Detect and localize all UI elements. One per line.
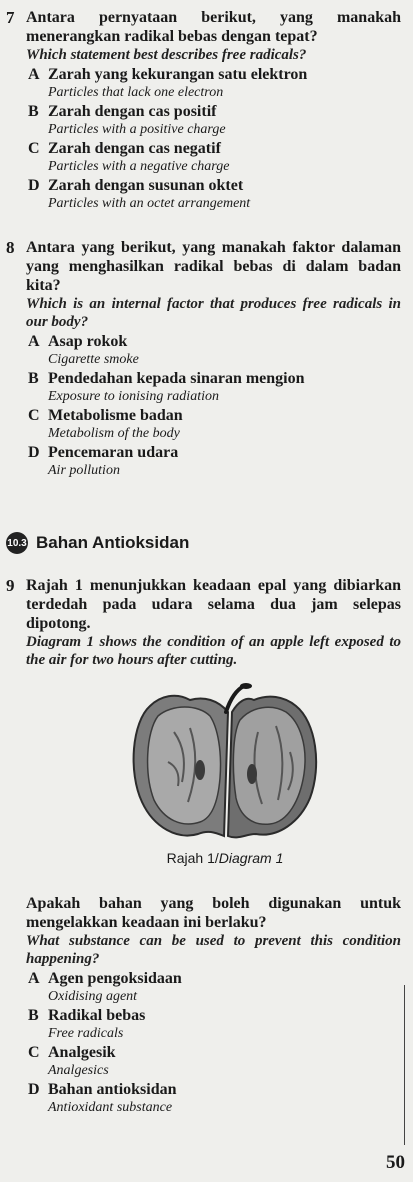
caption-ms: Rajah 1: [166, 850, 215, 866]
question-stem-en: Which is an internal factor that produces free radicals in our body?: [26, 296, 401, 330]
option-text-ms: Pencemaran udara: [48, 444, 179, 461]
option-letter: C: [28, 407, 40, 424]
apple-diagram: [128, 682, 348, 842]
section-heading: [6, 531, 189, 555]
option-text-en: Particles that lack one electron: [48, 85, 224, 100]
option-text-ms: Analgesik: [48, 1044, 116, 1061]
question-9-intro: [6, 576, 401, 669]
margin-rule: [404, 985, 405, 1145]
option-letter: D: [28, 444, 40, 461]
question-stem-en: What substance can be used to prevent this condition happening?: [26, 933, 401, 967]
diagram-caption: Rajah 1/Diagram 1: [166, 850, 284, 866]
option-d[interactable]: [28, 444, 401, 479]
section-number-badge: 10.3: [6, 532, 28, 554]
question-stem-ms: Antara yang berikut, yang manakah faktor dalaman yang menghasilkan radikal bebas di dalam badan kita?: [26, 239, 401, 294]
option-text-ms: Bahan antioksidan: [48, 1081, 177, 1098]
option-text-en: Particles with an octet arrangement: [48, 196, 251, 211]
question-stem-ms: Apakah bahan yang boleh digunakan untuk mengelakkan keadaan ini berlaku?: [26, 895, 401, 931]
option-text-ms: Metabolisme badan: [48, 407, 183, 424]
section-title: Bahan Antioksidan: [36, 533, 190, 552]
option-letter: A: [28, 66, 40, 83]
option-text-en: Particles with a positive charge: [48, 122, 226, 137]
option-c[interactable]: [28, 140, 401, 175]
question-stem-ms: Antara pernyataan berikut, yang manakah menerangkan radikal bebas dengan tepat?: [26, 9, 401, 45]
option-letter: B: [28, 1007, 39, 1024]
option-b[interactable]: [28, 370, 401, 405]
option-text-ms: Radikal bebas: [48, 1007, 146, 1024]
question-number: 9: [6, 576, 15, 595]
option-d[interactable]: [28, 177, 401, 212]
option-letter: A: [28, 333, 40, 350]
caption-en: Diagram 1: [218, 850, 284, 866]
option-text-en: Air pollution: [48, 463, 120, 478]
question-9: [6, 894, 401, 1116]
option-text-en: Free radicals: [48, 1026, 124, 1041]
question-number: 7: [6, 8, 15, 27]
option-text-en: Exposure to ionising radiation: [48, 389, 219, 404]
option-text-en: Oxidising agent: [48, 989, 138, 1004]
option-letter: D: [28, 1081, 40, 1098]
apple-illustration: [128, 682, 348, 842]
option-a[interactable]: [28, 970, 401, 1005]
option-b[interactable]: [28, 103, 401, 138]
option-a[interactable]: [28, 333, 401, 368]
option-text-en: Antioxidant substance: [48, 1100, 173, 1115]
option-letter: C: [28, 1044, 40, 1061]
option-text-en: Cigarette smoke: [48, 352, 139, 367]
option-a[interactable]: [28, 66, 401, 101]
option-text-en: Particles with a negative charge: [48, 159, 230, 174]
option-letter: D: [28, 177, 40, 194]
option-b[interactable]: [28, 1007, 401, 1042]
option-letter: C: [28, 140, 40, 157]
question-intro-ms: Rajah 1 menunjukkan keadaan epal yang dibiarkan terdedah pada udara selama dua jam selepas dipotong.: [26, 577, 401, 632]
option-text-ms: Asap rokok: [48, 333, 128, 350]
question-intro-en: Diagram 1 shows the condition of an apple left exposed to the air for two hours after cutting.: [26, 634, 401, 668]
question-number: 8: [6, 238, 15, 257]
option-text-en: Metabolism of the body: [48, 426, 180, 441]
option-letter: B: [28, 103, 39, 120]
option-text-ms: Pendedahan kepada sinaran mengion: [48, 370, 305, 387]
option-text-ms: Zarah yang kekurangan satu elektron: [48, 66, 308, 83]
option-letter: B: [28, 370, 39, 387]
question-8: [6, 238, 401, 479]
option-c[interactable]: [28, 407, 401, 442]
option-text-en: Analgesics: [48, 1063, 109, 1078]
page-number: 50: [386, 1152, 405, 1173]
option-text-ms: Zarah dengan cas negatif: [48, 140, 221, 157]
option-text-ms: Agen pengoksidaan: [48, 970, 182, 987]
option-letter: A: [28, 970, 40, 987]
option-text-ms: Zarah dengan cas positif: [48, 103, 217, 120]
option-text-ms: Zarah dengan susunan oktet: [48, 177, 244, 194]
question-stem-en: Which statement best describes free radicals?: [26, 47, 307, 63]
option-c[interactable]: [28, 1044, 401, 1079]
option-d[interactable]: [28, 1081, 401, 1116]
question-7: [6, 8, 401, 212]
